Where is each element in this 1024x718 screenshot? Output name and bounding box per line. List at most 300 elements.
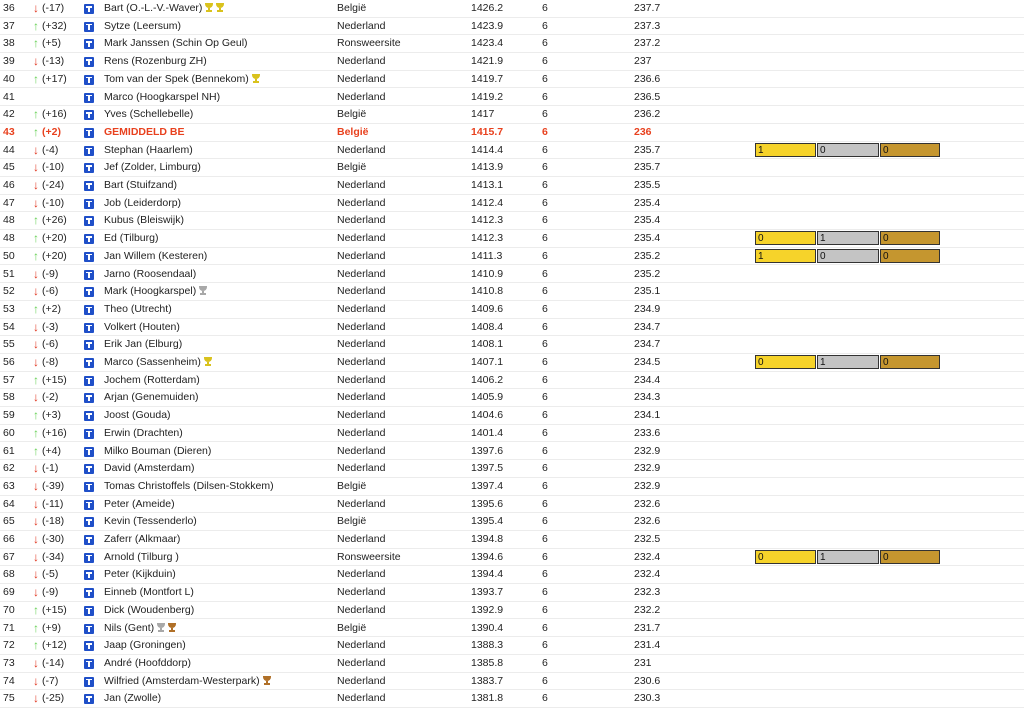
table-row — [0, 266, 1024, 284]
movement-cell: (+15) — [42, 373, 67, 386]
rank-cell: 36 — [3, 2, 15, 14]
player-name-text[interactable]: Kevin (Tessenderlo) — [104, 515, 197, 528]
country-cell: Ronsweersite — [337, 550, 401, 563]
player-name[interactable] — [104, 35, 334, 52]
average-cell: 230.6 — [634, 674, 661, 687]
table-row — [0, 195, 1024, 213]
average-cell: 237.3 — [634, 19, 661, 32]
player-name-text[interactable]: Jef (Zolder, Limburg) — [104, 161, 201, 174]
info-icon[interactable] — [84, 181, 94, 191]
table-row — [0, 248, 1024, 266]
table-row — [0, 319, 1024, 337]
player-name[interactable] — [104, 283, 334, 300]
player-name-text[interactable]: Rens (Rozenburg ZH) — [104, 55, 207, 68]
average-cell: 232.4 — [634, 550, 661, 563]
country-cell: België — [337, 621, 367, 634]
player-name[interactable] — [104, 478, 334, 495]
info-icon-cell[interactable] — [84, 407, 95, 424]
player-name-text[interactable]: Erwin (Drachten) — [104, 426, 183, 439]
info-icon[interactable] — [84, 287, 94, 297]
info-icon-cell[interactable] — [84, 584, 95, 601]
info-icon[interactable] — [84, 39, 94, 49]
rank-cell: 42 — [3, 108, 15, 121]
player-name-text[interactable]: Marco (Sassenheim) — [104, 356, 201, 368]
average-cell: 232.6 — [634, 497, 661, 510]
count-cell: 6 — [542, 497, 548, 510]
rank-cell: 41 — [3, 90, 15, 103]
rank-cell: 74 — [3, 674, 15, 687]
info-icon[interactable] — [84, 411, 94, 421]
player-name-text[interactable]: Einneb (Montfort L) — [104, 586, 194, 599]
rank-cell: 38 — [3, 37, 15, 50]
info-icon-cell[interactable] — [84, 478, 95, 495]
info-icon-cell[interactable] — [84, 549, 95, 566]
bronze-medal-count: 0 — [880, 550, 940, 564]
table-row — [0, 142, 1024, 160]
info-icon[interactable] — [84, 447, 94, 457]
country-cell: Nederland — [337, 249, 386, 262]
info-icon[interactable] — [84, 163, 94, 173]
info-icon-cell[interactable] — [84, 336, 95, 353]
player-name-text[interactable]: Theo (Utrecht) — [104, 302, 172, 315]
player-name-text[interactable]: Volkert (Houten) — [104, 320, 180, 333]
arrow-down-icon: ↓ — [33, 567, 39, 582]
info-icon-cell[interactable] — [84, 159, 95, 176]
average-cell: 234.4 — [634, 373, 661, 386]
score-cell: 1411.3 — [471, 249, 503, 262]
info-icon[interactable] — [84, 659, 94, 669]
rank-cell: 52 — [3, 285, 15, 298]
country-cell: Nederland — [337, 90, 386, 103]
player-name[interactable] — [104, 319, 334, 336]
movement-cell: (+16) — [42, 108, 67, 121]
player-name-text[interactable]: André (Hoofddorp) — [104, 656, 191, 669]
count-cell: 6 — [542, 19, 548, 32]
info-icon[interactable] — [84, 482, 94, 492]
player-name-text[interactable]: Milko Bouman (Dieren) — [104, 444, 212, 457]
count-cell: 6 — [542, 179, 548, 191]
player-name-text[interactable]: Arjan (Genemuiden) — [104, 391, 199, 404]
score-cell: 1394.6 — [471, 550, 504, 563]
score-cell: 1394.8 — [471, 533, 504, 545]
country-cell: Nederland — [337, 568, 386, 581]
player-name[interactable] — [104, 584, 334, 601]
info-icon-cell[interactable] — [84, 673, 95, 690]
score-cell: 1408.1 — [471, 338, 504, 351]
score-cell: 1397.4 — [471, 479, 504, 492]
count-cell: 6 — [542, 196, 548, 209]
info-icon[interactable] — [84, 606, 94, 616]
average-cell: 234.3 — [634, 391, 661, 404]
info-icon[interactable] — [84, 340, 94, 350]
info-icon-cell[interactable] — [84, 18, 95, 35]
info-icon-cell[interactable] — [84, 637, 95, 654]
player-name[interactable] — [104, 248, 334, 265]
player-name[interactable] — [104, 71, 334, 88]
movement-cell: (-8) — [42, 356, 59, 368]
count-cell: 6 — [542, 320, 548, 333]
movement-cell: (-13) — [42, 55, 65, 68]
score-cell: 1423.9 — [471, 19, 504, 32]
player-name[interactable] — [104, 195, 334, 212]
movement-cell: (+20) — [42, 249, 67, 262]
player-name-text[interactable]: Mark Janssen (Schin Op Geul) — [104, 37, 248, 50]
player-name-text[interactable]: Arnold (Tilburg ) — [104, 550, 179, 563]
info-icon-cell[interactable] — [84, 142, 95, 159]
info-icon[interactable] — [84, 252, 94, 262]
table-row — [0, 124, 1024, 142]
player-name-text[interactable]: Marco (Hoogkarspel NH) — [104, 90, 221, 103]
player-name-text[interactable]: Yves (Schellebelle) — [104, 108, 194, 121]
player-name-text[interactable]: Peter (Ameide) — [104, 497, 175, 510]
movement-cell: (-24) — [42, 179, 65, 191]
medal-counts — [755, 249, 941, 264]
rank-cell: 45 — [3, 161, 15, 174]
player-name[interactable] — [104, 655, 334, 672]
player-name[interactable] — [104, 106, 334, 123]
info-icon-cell[interactable] — [84, 496, 95, 513]
info-icon-cell[interactable] — [84, 531, 95, 548]
table-row — [0, 584, 1024, 602]
player-name-text[interactable]: Mark (Hoogkarspel) — [104, 285, 197, 298]
player-name[interactable] — [104, 637, 334, 654]
player-name[interactable] — [104, 389, 334, 406]
average-cell: 231.7 — [634, 621, 661, 634]
player-name[interactable] — [104, 142, 334, 159]
player-name-text[interactable]: Stephan (Haarlem) — [104, 143, 193, 156]
movement-cell: (-2) — [42, 391, 59, 404]
arrow-down-icon: ↓ — [33, 178, 39, 192]
country-cell: Nederland — [337, 497, 386, 510]
player-name-text[interactable]: Bart (O.-L.-V.-Waver) — [104, 2, 203, 14]
arrow-down-icon: ↓ — [33, 478, 39, 493]
player-name[interactable] — [104, 549, 334, 566]
info-icon[interactable] — [84, 500, 94, 510]
info-icon[interactable] — [84, 393, 94, 403]
info-icon-cell[interactable] — [84, 566, 95, 583]
player-name-text[interactable]: Tom van der Spek (Bennekom) — [104, 72, 249, 85]
info-icon[interactable] — [84, 677, 94, 687]
rank-cell: 57 — [3, 373, 15, 386]
score-cell: 1410.9 — [471, 267, 504, 280]
player-name-text[interactable]: David (Amsterdam) — [104, 462, 195, 475]
info-icon-cell[interactable] — [84, 177, 95, 194]
info-icon[interactable] — [84, 234, 94, 244]
arrow-down-icon: ↓ — [33, 284, 39, 299]
player-name[interactable] — [104, 336, 334, 353]
info-icon-cell[interactable] — [84, 354, 95, 371]
info-icon-cell[interactable] — [84, 71, 95, 88]
movement-cell: (-5) — [42, 568, 59, 581]
info-icon-cell[interactable] — [84, 248, 95, 265]
silver-medal-count: 0 — [817, 143, 879, 157]
score-cell: 1412.4 — [471, 196, 504, 209]
info-icon[interactable] — [84, 641, 94, 651]
movement-cell: (-10) — [42, 161, 65, 174]
info-icon-cell[interactable] — [84, 35, 95, 52]
player-name[interactable] — [104, 460, 334, 477]
player-name[interactable] — [104, 177, 334, 194]
player-name[interactable] — [104, 513, 334, 530]
country-cell: Nederland — [337, 55, 386, 68]
info-icon-cell[interactable] — [84, 443, 95, 460]
player-name[interactable] — [104, 124, 334, 141]
info-icon-cell[interactable] — [84, 319, 95, 336]
player-name-text[interactable]: GEMIDDELD BE — [104, 125, 185, 138]
average-cell: 234.5 — [634, 356, 661, 368]
country-cell: Nederland — [337, 179, 386, 191]
score-cell: 1395.6 — [471, 497, 504, 510]
info-icon-cell[interactable] — [84, 106, 95, 123]
player-name-text[interactable]: Jan (Zwolle) — [104, 692, 162, 705]
rank-cell: 68 — [3, 568, 15, 581]
info-icon[interactable] — [84, 146, 94, 156]
info-icon[interactable] — [84, 553, 94, 563]
average-cell: 234.7 — [634, 338, 661, 351]
arrow-up-icon: ↑ — [33, 18, 39, 33]
table-row — [0, 389, 1024, 407]
movement-cell: (-3) — [42, 320, 59, 333]
info-icon[interactable] — [84, 270, 94, 280]
movement-cell: (+20) — [42, 232, 67, 245]
arrow-up-icon: ↑ — [33, 443, 39, 458]
average-cell: 232.9 — [634, 444, 661, 457]
player-name[interactable] — [104, 212, 334, 229]
arrow-up-icon: ↑ — [33, 71, 39, 86]
player-name[interactable] — [104, 0, 334, 17]
score-cell: 1407.1 — [471, 356, 504, 368]
arrow-up-icon: ↑ — [33, 372, 39, 387]
player-name[interactable] — [104, 496, 334, 513]
rank-cell: 59 — [3, 409, 15, 422]
player-name[interactable] — [104, 443, 334, 460]
medal-counts — [755, 143, 941, 158]
arrow-down-icon: ↓ — [33, 195, 39, 210]
table-row — [0, 0, 1024, 18]
score-cell: 1426.2 — [471, 2, 504, 14]
rank-cell: 54 — [3, 320, 15, 333]
rank-cell: 65 — [3, 515, 15, 528]
rank-cell: 62 — [3, 462, 15, 475]
arrow-up-icon: ↑ — [33, 602, 39, 617]
count-cell: 6 — [542, 462, 548, 475]
player-name-text[interactable]: Joost (Gouda) — [104, 409, 171, 422]
table-row — [0, 425, 1024, 443]
info-icon-cell[interactable] — [84, 372, 95, 389]
table-row — [0, 89, 1024, 107]
movement-cell: (-30) — [42, 533, 65, 545]
rank-cell: 71 — [3, 621, 15, 634]
info-icon[interactable] — [84, 110, 94, 120]
player-name[interactable] — [104, 53, 334, 70]
info-icon[interactable] — [84, 517, 94, 527]
info-icon[interactable] — [84, 624, 94, 634]
player-name-text[interactable]: Job (Leiderdorp) — [104, 196, 182, 209]
info-icon-cell[interactable] — [84, 389, 95, 406]
player-name-text[interactable]: Sytze (Leersum) — [104, 19, 182, 32]
table-row — [0, 655, 1024, 673]
country-cell: Nederland — [337, 302, 386, 315]
rank-cell: 40 — [3, 72, 15, 85]
rank-cell: 50 — [3, 249, 15, 262]
player-name-text[interactable]: Peter (Kijkduin) — [104, 568, 176, 581]
player-name-text[interactable]: Jarno (Roosendaal) — [104, 267, 197, 280]
info-icon[interactable] — [84, 464, 94, 474]
info-icon[interactable] — [84, 535, 94, 545]
average-cell: 234.9 — [634, 302, 661, 315]
info-icon[interactable] — [84, 22, 94, 32]
count-cell: 6 — [542, 232, 548, 245]
info-icon[interactable] — [84, 323, 94, 333]
rank-cell: 46 — [3, 179, 15, 191]
info-icon-cell[interactable] — [84, 602, 95, 619]
count-cell: 6 — [542, 72, 548, 85]
movement-cell: (-7) — [42, 674, 59, 687]
table-row — [0, 283, 1024, 301]
info-icon-cell[interactable] — [84, 283, 95, 300]
table-row — [0, 212, 1024, 230]
info-icon-cell[interactable] — [84, 212, 95, 229]
movement-cell: (-6) — [42, 285, 59, 298]
table-row — [0, 230, 1024, 248]
score-cell: 1419.7 — [471, 72, 504, 85]
info-icon[interactable] — [84, 93, 94, 103]
arrow-up-icon: ↑ — [33, 301, 39, 316]
table-row — [0, 71, 1024, 89]
player-name-text[interactable]: Erik Jan (Elburg) — [104, 338, 183, 351]
player-name-text[interactable]: Kubus (Bleiswijk) — [104, 214, 184, 227]
player-name[interactable] — [104, 407, 334, 424]
arrow-up-icon: ↑ — [33, 408, 39, 423]
player-name-text[interactable]: Jochem (Rotterdam) — [104, 373, 200, 386]
info-icon-cell[interactable] — [84, 53, 95, 70]
count-cell: 6 — [542, 479, 548, 492]
table-row — [0, 106, 1024, 124]
info-icon[interactable] — [84, 4, 94, 14]
country-cell: Nederland — [337, 338, 386, 351]
arrow-up-icon: ↑ — [33, 425, 39, 440]
info-icon-cell[interactable] — [84, 230, 95, 247]
movement-cell: (+3) — [42, 409, 61, 422]
arrow-down-icon: ↓ — [33, 673, 39, 688]
arrow-up-icon: ↑ — [33, 213, 39, 228]
country-cell: Nederland — [337, 320, 386, 333]
player-name[interactable] — [104, 690, 334, 707]
info-icon[interactable] — [84, 199, 94, 209]
info-icon[interactable] — [84, 376, 94, 386]
rank-cell: 60 — [3, 426, 15, 439]
info-icon-cell[interactable] — [84, 89, 95, 106]
info-icon[interactable] — [84, 57, 94, 67]
info-icon-cell[interactable] — [84, 195, 95, 212]
trophy-icon — [204, 357, 212, 366]
info-icon-cell[interactable] — [84, 513, 95, 530]
info-icon-cell[interactable] — [84, 425, 95, 442]
player-name[interactable] — [104, 230, 334, 247]
player-name-text[interactable]: Dick (Woudenberg) — [104, 603, 195, 616]
player-name-text[interactable]: Ed (Tilburg) — [104, 232, 159, 245]
player-name-text[interactable]: Jaap (Groningen) — [104, 639, 186, 652]
score-cell: 1417 — [471, 108, 495, 121]
country-cell: België — [337, 125, 369, 138]
rank-cell: 51 — [3, 267, 15, 280]
info-icon-cell[interactable] — [84, 620, 95, 637]
rank-cell: 67 — [3, 550, 15, 563]
rank-cell: 72 — [3, 639, 15, 652]
player-name[interactable] — [104, 620, 334, 637]
player-name[interactable] — [104, 673, 334, 690]
info-icon[interactable] — [84, 429, 94, 439]
movement-cell: (-25) — [42, 692, 65, 705]
average-cell: 237.7 — [634, 2, 661, 14]
country-cell: België — [337, 515, 367, 528]
average-cell: 233.6 — [634, 426, 661, 439]
info-icon-cell[interactable] — [84, 0, 95, 17]
info-icon[interactable] — [84, 588, 94, 598]
player-name-text[interactable]: Tomas Christoffels (Dilsen-Stokkem) — [104, 479, 274, 492]
info-icon-cell[interactable] — [84, 655, 95, 672]
movement-cell: (-14) — [42, 656, 65, 669]
player-name[interactable] — [104, 18, 334, 35]
player-name-text[interactable]: Wilfried (Amsterdam-Westerpark) — [104, 674, 260, 687]
score-cell: 1395.4 — [471, 515, 504, 528]
player-name[interactable] — [104, 602, 334, 619]
movement-cell: (+12) — [42, 639, 67, 652]
info-icon-cell[interactable] — [84, 266, 95, 283]
player-name-text[interactable]: Nils (Gent) — [104, 621, 155, 634]
average-cell: 232.4 — [634, 568, 661, 581]
arrow-up-icon: ↑ — [33, 124, 39, 139]
info-icon[interactable] — [84, 216, 94, 226]
player-name-text[interactable]: Zaferr (Alkmaar) — [104, 533, 181, 545]
average-cell: 232.9 — [634, 479, 661, 492]
player-name[interactable] — [104, 372, 334, 389]
info-icon-cell[interactable] — [84, 460, 95, 477]
info-icon[interactable] — [84, 75, 94, 85]
player-name[interactable] — [104, 425, 334, 442]
info-icon[interactable] — [84, 305, 94, 315]
arrow-down-icon: ↓ — [33, 461, 39, 476]
info-icon-cell[interactable] — [84, 301, 95, 318]
average-cell: 235.4 — [634, 214, 661, 227]
info-icon[interactable] — [84, 570, 94, 580]
arrow-down-icon: ↓ — [33, 319, 39, 334]
player-name[interactable] — [104, 89, 334, 106]
count-cell: 6 — [542, 2, 548, 14]
arrow-down-icon: ↓ — [33, 691, 39, 706]
player-name[interactable] — [104, 266, 334, 283]
info-icon[interactable] — [84, 358, 94, 368]
average-cell: 235.4 — [634, 196, 661, 209]
table-row — [0, 407, 1024, 425]
player-name[interactable] — [104, 566, 334, 583]
country-cell: Nederland — [337, 19, 386, 32]
count-cell: 6 — [542, 674, 548, 687]
info-icon[interactable] — [84, 694, 94, 704]
player-name-text[interactable]: Bart (Stuifzand) — [104, 179, 177, 191]
info-icon[interactable] — [84, 128, 94, 138]
score-cell: 1388.3 — [471, 639, 504, 652]
player-name[interactable] — [104, 301, 334, 318]
info-icon-cell[interactable] — [84, 690, 95, 707]
player-name[interactable] — [104, 531, 334, 548]
player-name-text[interactable]: Jan Willem (Kesteren) — [104, 249, 208, 262]
arrow-down-icon: ↓ — [33, 355, 39, 369]
info-icon-cell[interactable] — [84, 124, 95, 141]
player-name[interactable] — [104, 159, 334, 176]
player-name[interactable] — [104, 354, 334, 371]
count-cell: 6 — [542, 603, 548, 616]
